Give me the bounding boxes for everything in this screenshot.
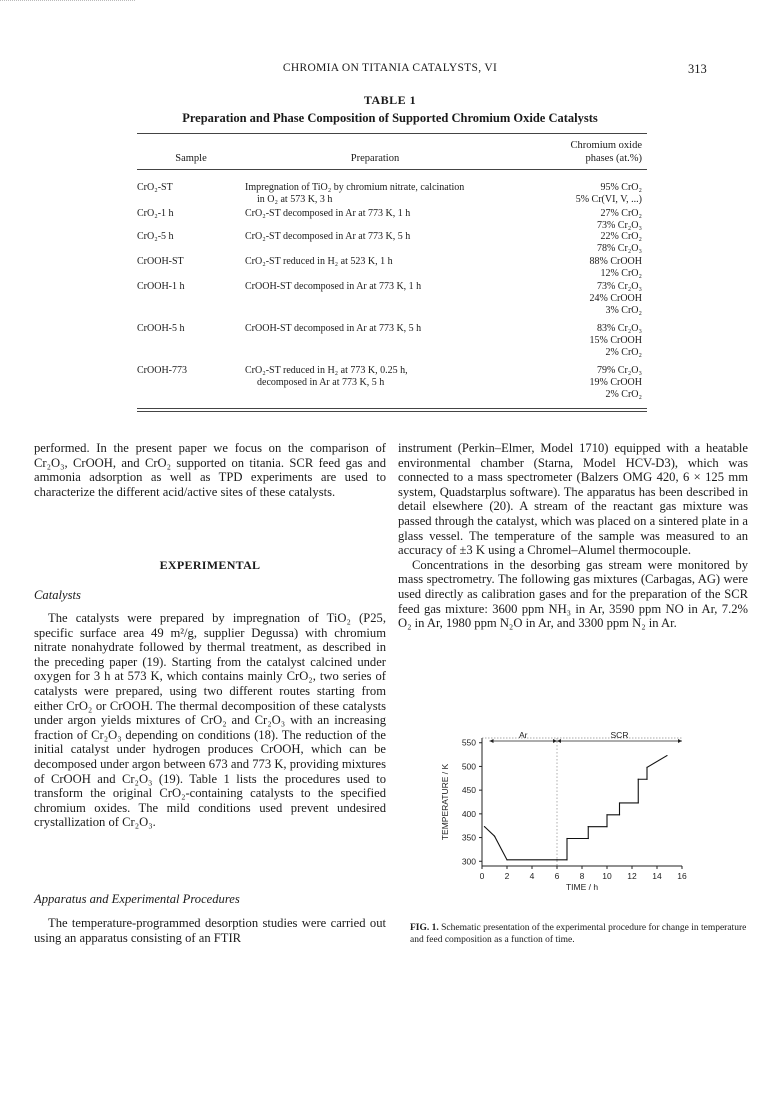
- table-bottom-rule-2: [137, 411, 647, 412]
- figure-caption-label: FIG. 1.: [410, 923, 439, 933]
- phase-line: 24% CrOOH: [589, 292, 642, 304]
- table-cell-preparation: [245, 208, 535, 220]
- table-cell-preparation: [245, 182, 535, 206]
- temperature-point: [506, 859, 507, 860]
- phase-line: 27% CrO₂: [600, 208, 642, 219]
- para-apparatus: The temperature-programmed desorption studies were carried out using an apparatus consisting of an FTIR: [34, 916, 386, 945]
- table-cell-phases: [540, 182, 642, 206]
- table-cell-sample: CrO₂-1 h: [137, 208, 174, 219]
- temperature-point: [588, 826, 589, 827]
- col-header-preparation: Preparation: [350, 153, 400, 164]
- y-tick-label: 350: [461, 832, 476, 843]
- col-header-sample: Sample: [175, 153, 207, 164]
- figure-caption: [410, 922, 750, 946]
- table-cell-preparation: [245, 323, 535, 335]
- table-cell-preparation: [245, 231, 535, 243]
- page-number: 313: [688, 62, 707, 76]
- temperature-point: [588, 838, 589, 839]
- x-tick-label: 12: [627, 871, 637, 881]
- temperature-point: [494, 836, 495, 837]
- subheading-apparatus: Apparatus and Experimental Procedures: [34, 892, 240, 906]
- x-tick-label: 6: [554, 871, 560, 881]
- phase-line: 95% CrO₂: [600, 182, 642, 193]
- y-tick-label: 400: [461, 808, 476, 819]
- table-cell-sample: CrO₂-5 h: [137, 231, 174, 242]
- table-cell-phases: [540, 231, 642, 255]
- x-tick-label: 8: [579, 871, 585, 881]
- col-header-phases-2: phases (at.%): [585, 153, 642, 164]
- table-bottom-rule: [137, 408, 647, 409]
- table-header-rule: [137, 169, 647, 170]
- x-tick-label: 14: [652, 871, 662, 881]
- table-cell-preparation: [245, 281, 535, 293]
- preparation-line: CrO₂-ST decomposed in Ar at 773 K, 1 h: [245, 208, 411, 219]
- x-tick-label: 0: [479, 871, 485, 881]
- phase-line: 12% CrO₂: [600, 267, 642, 279]
- preparation-line: CrOOH-ST decomposed in Ar at 773 K, 1 h: [245, 281, 422, 292]
- y-tick-label: 450: [461, 785, 476, 796]
- x-axis-label: TIME / h: [565, 882, 599, 892]
- phase-line: 88% CrOOH: [589, 256, 642, 267]
- para-catalysts-wrap: [34, 611, 386, 830]
- preparation-line: CrO₂-ST reduced in H₂ at 523 K, 1 h: [245, 256, 393, 267]
- table-caption: Preparation and Phase Composition of Supported Chromium Oxide Catalysts: [182, 111, 598, 125]
- table-cell-sample: CrOOH-773: [137, 365, 187, 376]
- temperature-point: [619, 802, 620, 803]
- x-tick-label: 4: [529, 871, 535, 881]
- annotation-arrowhead-left: [557, 739, 561, 743]
- phase-line: 5% Cr(VI, V, ...): [575, 193, 642, 205]
- table-cell-preparation: [245, 365, 535, 389]
- temperature-point: [556, 859, 557, 860]
- phase-line: 2% CrO₂: [605, 346, 642, 358]
- table-label: TABLE 1: [363, 93, 417, 107]
- col-header-phases-1: Chromium oxide: [570, 140, 642, 151]
- para-catalysts: The catalysts were prepared by impregnation of TiO₂ (P25, specific surface area 49 m²/g, supplier Degussa) with chromium nitrate nonahydrate followed by thermal treatment, as described in the preceding paper (19). Starting from the catalyst calcined under oxygen for 3 h at 573 K, which contains mainly CrO₂, two series of catalysts were prepared, using two different routes starting from either CrO₂ or CrOOH. The thermal decomposition of these catalysts under argon yields mixtures of CrO₂ and Cr₂O₃ with an increasing fraction of Cr₂O₃ depending on conditions (18). The reduction of the initial catalyst under hydrogen produces CrOOH, which can be decomposed under argon between 673 and 773 K, providing mixtures of CrOOH and Cr₂O₃ (19). Table 1 lists the procedures used to transform the original CrO₂-containing catalysts to the specified chromium oxides. The mild conditions used prevent undesired crystallization of Cr₂O₃.: [34, 611, 386, 830]
- y-tick-label: 550: [461, 737, 476, 748]
- figure-1-chart: [420, 728, 720, 906]
- running-head: CHROMIA ON TITANIA CATALYSTS, VI: [282, 62, 498, 74]
- x-tick-label: 16: [677, 871, 687, 881]
- table-cell-sample: CrO₂-ST: [137, 182, 173, 193]
- temperature-point: [646, 767, 647, 768]
- annotation-arrowhead-left: [490, 739, 494, 743]
- top-dotted-rule: [0, 0, 135, 1]
- preparation-line: in O₂ at 573 K, 3 h: [257, 193, 333, 205]
- table-cell-sample: CrOOH-1 h: [137, 281, 185, 292]
- temperature-point: [606, 814, 607, 815]
- temperature-profile-line: [485, 756, 668, 860]
- table-cell-phases: [540, 208, 642, 232]
- phase-line: 79% Cr₂O₃: [596, 365, 642, 376]
- preparation-line: CrO₂-ST reduced in H₂ at 773 K, 0.25 h,: [245, 365, 408, 376]
- x-tick-label: 10: [602, 871, 612, 881]
- table-cell-phases: [540, 256, 642, 280]
- right-column: [398, 441, 748, 631]
- figure-caption-text: Schematic presentation of the experimental procedure for change in temperature and feed composition as a function of time.: [410, 923, 747, 945]
- table-top-rule: [137, 133, 647, 134]
- y-axis-label: TEMPERATURE / K: [440, 763, 450, 841]
- y-tick-label: 500: [461, 761, 476, 772]
- phase-line: 2% CrO₂: [605, 388, 642, 400]
- phase-line: 3% CrO₂: [605, 304, 642, 316]
- annotation-label: SCR: [610, 730, 629, 740]
- phase-line: 73% Cr₂O₃: [596, 219, 642, 231]
- para-intro: performed. In the present paper we focus on the comparison of Cr₂O₃, CrOOH, and CrO₂ supported on titania. SCR feed gas and ammonia adsorption as well as TPD experiments are used to characterize the different acid/active sites of these catalysts.: [34, 441, 386, 499]
- phase-line: 83% Cr₂O₃: [596, 323, 642, 334]
- phase-line: 78% Cr₂O₃: [596, 242, 642, 254]
- para-apparatus-wrap: [34, 916, 386, 945]
- temperature-point: [606, 826, 607, 827]
- phase-line: 19% CrOOH: [589, 376, 642, 388]
- temperature-point: [566, 859, 567, 860]
- preparation-line: CrOOH-ST decomposed in Ar at 773 K, 5 h: [245, 323, 422, 334]
- para-concentrations: Concentrations in the desorbing gas stream were monitored by mass spectrometry. The following gas mixtures (Carbagas, AG) were used directly as calibration gases and for the preparation of the SCR feed gas mixture: 3600 ppm NH₃ in Ar, 3590 ppm NO in Ar, 7.2% O₂ in Ar, 1980 ppm N₂O in Ar, and 3300 ppm N₂ in Ar.: [398, 557, 748, 631]
- phase-line: 22% CrO₂: [600, 231, 642, 242]
- temperature-point: [566, 838, 567, 839]
- table-cell-phases: [540, 365, 642, 400]
- temperature-point: [646, 779, 647, 780]
- temperature-point: [666, 755, 667, 756]
- annotation-arrowhead-right: [678, 739, 682, 743]
- table-cell-sample: CrOOH-ST: [137, 256, 184, 267]
- temperature-point: [619, 814, 620, 815]
- section-heading-experimental: EXPERIMENTAL: [159, 558, 261, 572]
- x-tick-label: 2: [504, 871, 510, 881]
- para-instrument: instrument (Perkin–Elmer, Model 1710) equipped with a heatable environmental chamber (Starna, Model HCV-D3), which was connected to a mass spectrometer (Balzers OMG 420, 6 × 125 mm system, Quadstarplus software). The apparatus has been described in detail elsewhere (20). A stream of the reactant gas mixture was passed through the catalyst, which was placed on a sintered plate in a glass vessel. The temperature of the sample was measured to an accuracy of ±3 K using a Chromel–Alumel thermocouple.: [398, 441, 748, 558]
- y-tick-label: 300: [461, 856, 476, 867]
- table-cell-preparation: [245, 256, 535, 268]
- temperature-point: [484, 826, 485, 827]
- preparation-line: decomposed in Ar at 773 K, 5 h: [257, 376, 385, 388]
- left-column: [34, 441, 386, 499]
- preparation-line: CrO₂-ST decomposed in Ar at 773 K, 5 h: [245, 231, 411, 242]
- table-cell-phases: [540, 281, 642, 316]
- subheading-catalysts: Catalysts: [34, 588, 81, 602]
- preparation-line: Impregnation of TiO₂ by chromium nitrate, calcination: [245, 182, 465, 193]
- temperature-point: [638, 779, 639, 780]
- annotation-label: Ar: [519, 730, 528, 740]
- annotation-arrowhead-right: [553, 739, 557, 743]
- table-cell-sample: CrOOH-5 h: [137, 323, 185, 334]
- phase-line: 73% Cr₂O₃: [596, 281, 642, 292]
- temperature-point: [638, 802, 639, 803]
- table-cell-phases: [540, 323, 642, 358]
- phase-line: 15% CrOOH: [589, 334, 642, 346]
